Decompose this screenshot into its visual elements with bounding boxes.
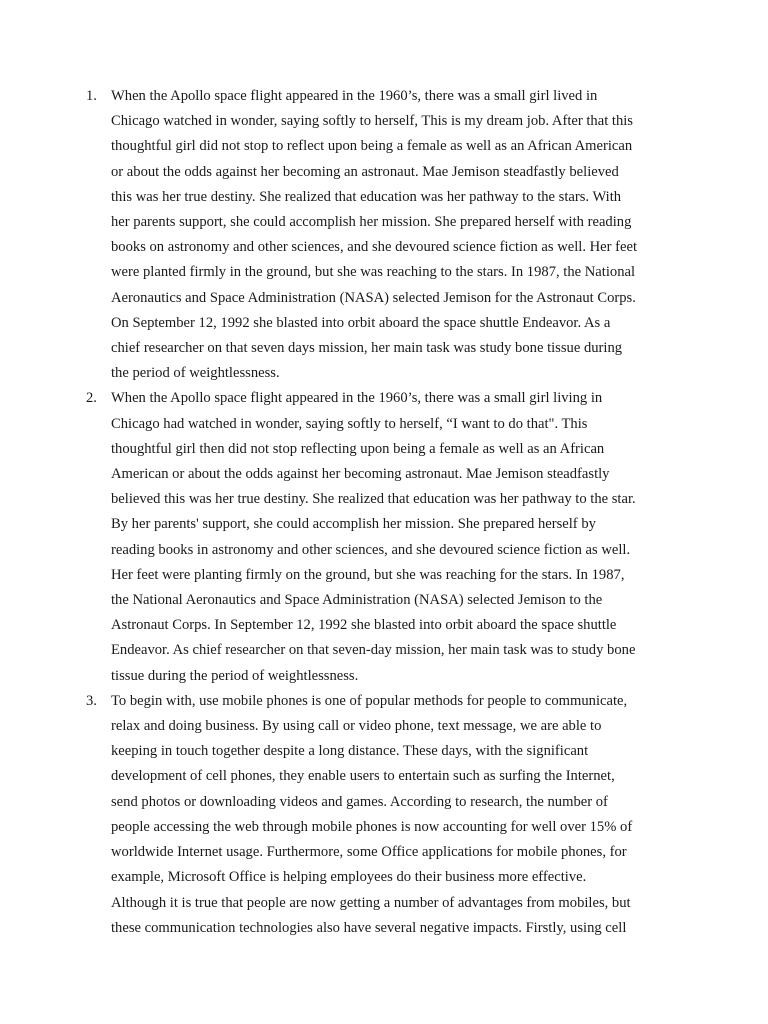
list-item-2 [86,386,686,688]
text-line: American or about the odds against her becoming astronaut. Mae Jemison steadfastly [111,466,610,483]
list-item-number: 3. [86,692,97,709]
text-line: On September 12, 1992 she blasted into orbit aboard the space shuttle Endeavor. As a [111,314,611,331]
text-line: send photos or downloading videos and games. According to research, the number of [111,793,608,810]
text-line: Aeronautics and Space Administration (NASA) selected Jemison for the Astronaut Corps. [111,289,636,306]
text-line: When the Apollo space flight appeared in the 1960’s, there was a small girl lived in [111,88,598,104]
text-line: Chicago had watched in wonder, saying softly to herself, “I want to do that". This [111,415,588,432]
text-line: Although it is true that people are now getting a number of advantages from mobiles, but [111,894,631,911]
list-item-1 [86,84,686,386]
text-line: To begin with, use mobile phones is one of popular methods for people to communicate, [111,692,628,709]
text-line: thoughtful girl then did not stop reflecting upon being a female as well as an African [111,440,605,457]
text-line: Her feet were planting firmly on the ground, but she was reaching for the stars. In 1987, [111,566,625,583]
text-line: Endeavor. As chief researcher on that seven-day mission, her main task was to study bone [111,642,636,659]
text-line: or about the odds against her becoming an astronaut. Mae Jemison steadfastly believed [111,163,619,180]
text-line: When the Apollo space flight appeared in the 1960’s, there was a small girl living in [111,390,603,407]
text-line: believed this was her true destiny. She realized that education was her pathway to the star. [111,491,636,508]
numbered-list [86,84,686,941]
text-line: development of cell phones, they enable users to entertain such as surfing the Internet, [111,768,615,785]
text-line: were planted firmly in the ground, but she was reaching to the stars. In 1987, the National [111,264,636,281]
text-line: Astronaut Corps. In September 12, 1992 she blasted into orbit aboard the space shuttle [111,617,617,634]
list-item-number: 2. [86,390,97,407]
text-line: books on astronomy and other sciences, and she devoured science fiction as well. Her feet [111,239,638,256]
text-line: By her parents' support, she could accomplish her mission. She prepared herself by [111,516,596,533]
list-item-3 [86,689,686,941]
text-line: example, Microsoft Office is helping employees do their business more effective. [111,869,587,886]
text-line: the National Aeronautics and Space Administration (NASA) selected Jemison to the [111,592,603,609]
text-line: worldwide Internet usage. Furthermore, some Office applications for mobile phones, for [111,844,627,861]
text-line: keeping in touch together despite a long distance. These days, with the significant [111,743,589,760]
list-item-number: 1. [86,88,97,104]
text-line: people accessing the web through mobile phones is now accounting for well over 15% of [111,818,633,835]
text-line: thoughtful girl did not stop to reflect upon being a female as well as an African American [111,138,633,155]
text-line: reading books in astronomy and other sciences, and she devoured science fiction as well. [111,541,631,558]
text-line: this was her true destiny. She realized that education was her pathway to the stars. With [111,188,622,205]
text-line: Chicago watched in wonder, saying softly to herself, This is my dream job. After that this [111,113,633,130]
text-line: chief researcher on that seven days mission, her main task was study bone tissue during [111,340,623,357]
text-line: her parents support, she could accomplish her mission. She prepared herself with reading [111,214,632,231]
text-line: these communication technologies also have several negative impacts. Firstly, using cell [111,919,627,936]
text-line: the period of weightlessness. [111,365,280,382]
text-line: tissue during the period of weightlessness. [111,667,359,684]
text-line: relax and doing business. By using call or video phone, text message, we are able to [111,718,602,735]
